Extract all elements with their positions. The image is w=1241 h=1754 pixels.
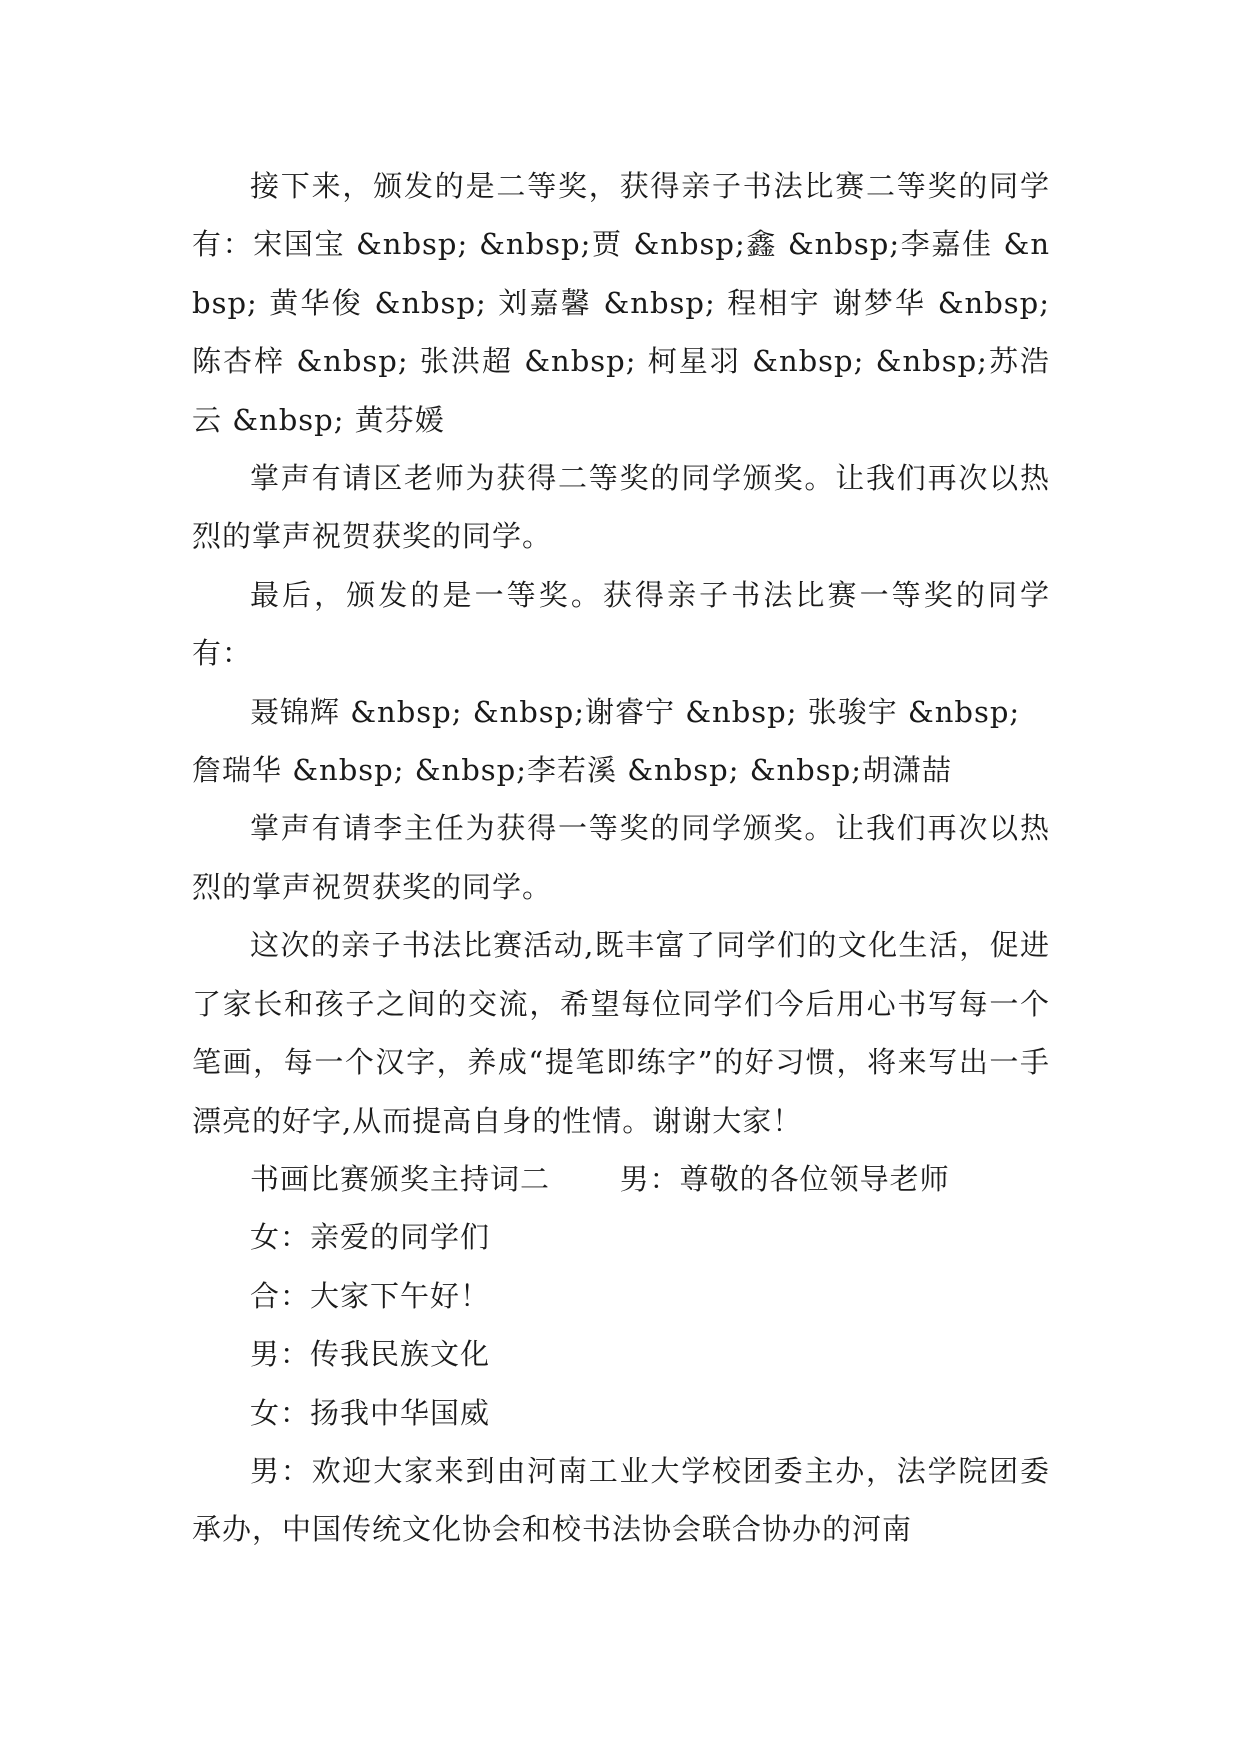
dialogue-line-first: 男：尊敬的各位领导老师 [619,1161,950,1196]
paragraph-closing: 这次的亲子书法比赛活动,既丰富了同学们的文化生活，促进了家长和孩子之间的交流，希望每位同学们今后用心书写每一个笔画，每一个汉字，养成“提笔即练字”的好习惯，将来写出一手漂亮的好字,从而提高自身的性情。谢谢大家！ [192,928,1050,1138]
dialogue-line: 男：传我民族文化 [250,1337,491,1372]
dialogue-line: 合：大家下午好！ [250,1278,491,1313]
dialogue-line-welcome: 男：欢迎大家来到由河南工业大学校团委主办，法学院团委承办，中国传统文化协会和校书法协会联合协办的河南 [192,1453,1050,1547]
paragraph-first-prize-intro: 最后，颁发的是一等奖。获得亲子书法比赛一等奖的同学有： [192,577,1050,671]
paragraph-second-prize-winners: 接下来，颁发的是二等奖，获得亲子书法比赛二等奖的同学有：宋国宝 &nbsp; &nbsp;贾 &nbsp;鑫 &nbsp;李嘉佳 &nbsp; 黄华俊 &nbsp; 刘嘉馨 &nbsp; 程相宇 谢梦华 &nbsp; 陈杏梓 &nbsp; 张洪超 &nbsp; 柯星羽 &nbsp; &nbsp;苏浩云 &nbsp; 黄芬媛 [192,169,1051,437]
heading-line [192,1150,1050,1208]
dialogue-line: 女：扬我中华国威 [250,1395,491,1430]
section-title: 书画比赛颁奖主持词二 [250,1161,551,1196]
document-body [192,157,1050,1559]
paragraph-second-prize-award: 掌声有请区老师为获得二等奖的同学颁奖。让我们再次以热烈的掌声祝贺获奖的同学。 [192,461,1050,554]
paragraph-first-prize-winners: 聂锦辉 &nbsp; &nbsp;谢睿宁 &nbsp; 张骏宇 &nbsp; 詹瑞华 &nbsp; &nbsp;李若溪 &nbsp; &nbsp;胡潇喆 [192,694,1021,788]
dialogue-line: 女：亲爱的同学们 [250,1220,491,1255]
paragraph-first-prize-award: 掌声有请李主任为获得一等奖的同学颁奖。让我们再次以热烈的掌声祝贺获奖的同学。 [192,811,1050,904]
